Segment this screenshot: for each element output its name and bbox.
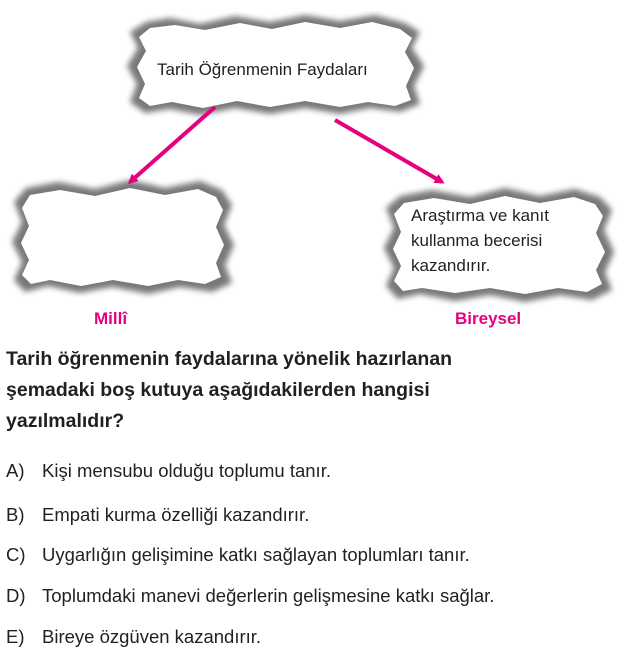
option-a[interactable] xyxy=(6,458,331,484)
question-line: şemadaki boş kutuya aşağıdakilerden hangisi xyxy=(6,379,430,401)
option-text: Empati kurma özelliği kazandırır. xyxy=(42,504,310,525)
option-text: Toplumdaki manevi değerlerin gelişmesine katkı sağlar. xyxy=(42,585,495,606)
option-letter: A) xyxy=(6,460,25,481)
right-branch-label: Bireysel xyxy=(455,309,522,328)
arrow-to-right xyxy=(335,120,442,182)
option-text: Kişi mensubu olduğu toplumu tanır. xyxy=(42,460,331,481)
right-box-text xyxy=(411,203,549,278)
option-letter: B) xyxy=(6,504,25,525)
option-letter: D) xyxy=(6,585,26,606)
right-box-line: kazandırır. xyxy=(411,256,491,275)
option-b[interactable] xyxy=(6,502,309,528)
option-letter: E) xyxy=(6,626,25,647)
option-text: Uygarlığın gelişimine katkı sağlayan toplumları tanır. xyxy=(42,544,470,565)
question-line: yazılmalıdır? xyxy=(6,410,125,432)
question-line: Tarih öğrenmenin faydalarına yönelik hazırlanan xyxy=(6,348,453,370)
left-empty-box xyxy=(12,180,234,294)
root-box-text: Tarih Öğrenmenin Faydaları xyxy=(157,60,368,79)
option-letter: C) xyxy=(6,544,26,565)
right-box-line: Araştırma ve kanıt xyxy=(411,206,549,225)
question-stem xyxy=(6,344,606,437)
right-box-line: kullanma becerisi xyxy=(411,231,543,250)
arrow-to-left xyxy=(130,107,215,182)
option-d[interactable] xyxy=(6,583,494,609)
option-text: Bireye özgüven kazandırır. xyxy=(42,626,262,647)
left-branch-label: Millî xyxy=(94,309,128,328)
option-e[interactable] xyxy=(6,624,261,650)
option-c[interactable] xyxy=(6,542,470,568)
